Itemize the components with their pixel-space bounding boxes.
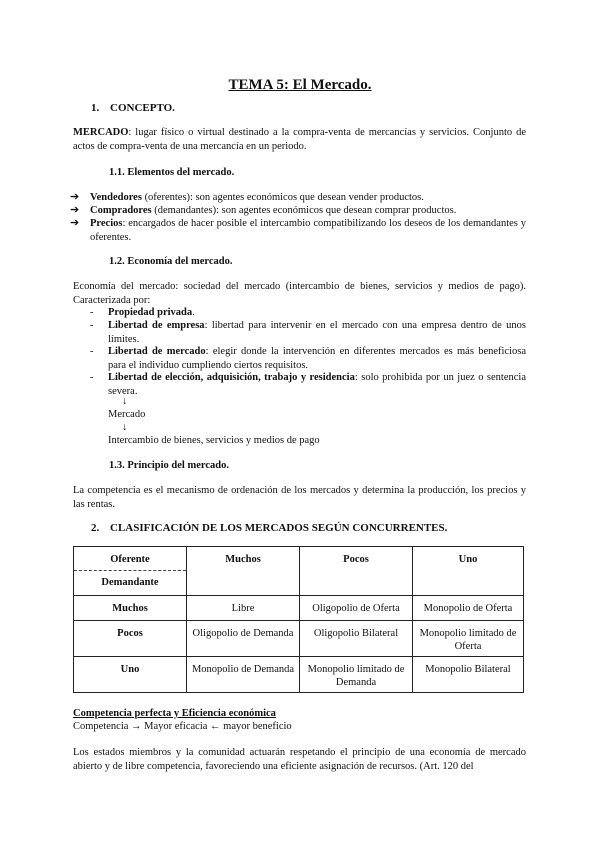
- table-row: [74, 596, 524, 621]
- section-1-heading: [91, 101, 175, 115]
- caracteristica-term: Libertad de elección, adquisición, trabajo y residencia: [108, 372, 355, 383]
- arrow-bullet-icon: ➔: [70, 204, 80, 216]
- caracteristica-text: : solo prohibida por un juez o sentencia severa.: [108, 372, 526, 397]
- mercado-definition: [73, 126, 526, 153]
- elemento-term: Vendedores: [90, 192, 142, 203]
- arrow-bullet-icon: ➔: [70, 191, 80, 203]
- column-header: Uno: [413, 547, 524, 596]
- economia-intro: Economía del mercado: sociedad del mercado (intercambio de bienes, servicios y medios de pago). Caracterizada por:: [73, 281, 526, 306]
- subsection-1-1-heading: 1.1. Elementos del mercado.: [109, 167, 235, 178]
- row-header: Uno: [74, 657, 187, 693]
- principio-text: La competencia es el mecanismo de ordenación de los mercados y determina la producción, los precios y las rentas.: [73, 485, 526, 510]
- table-cell: Monopolio Bilateral: [413, 657, 524, 693]
- mercado-text: : lugar físico o virtual destinado a la compra-venta de mercancías y servicios. Conjunto de actos de compra-venta de una mercancía en un periodo.: [73, 127, 526, 152]
- final-paragraph: Los estados miembros y la comunidad actuarán respetando el principio de una economía de mercado abierto y de libre competencia, favoreciendo una eficiente asignación de recursos. (Art. 120 del: [73, 747, 526, 772]
- dash-bullet: -: [90, 346, 94, 357]
- elemento-term: Compradores: [90, 205, 152, 216]
- row-header: Pocos: [74, 621, 187, 657]
- elemento-term: Precios: [90, 218, 123, 229]
- corner-demandante: Demandante: [101, 577, 159, 588]
- arrow-bullet-icon: ➔: [70, 217, 80, 229]
- row-header: Muchos: [74, 596, 187, 621]
- table-cell: Libre: [187, 596, 300, 621]
- table-cell: Monopolio limitado de Demanda: [300, 657, 413, 693]
- table-cell: Monopolio de Oferta: [413, 596, 524, 621]
- table-header-row: [74, 547, 524, 596]
- table-cell: Oligopolio de Demanda: [187, 621, 300, 657]
- dash-bullet: -: [90, 372, 94, 383]
- flow-intercambio: Intercambio de bienes, servicios y medios de pago: [108, 435, 320, 446]
- caracteristica-item: [90, 345, 527, 372]
- down-arrow-icon: ↓: [122, 422, 128, 433]
- elemento-item: [70, 217, 526, 244]
- table-row: [74, 621, 524, 657]
- caracteristica-text: : elegir donde la intervención en diferentes mercados es más beneficiosa para el individuo cumpliendo ciertos requisitos.: [108, 346, 527, 371]
- subsection-1-2-heading: 1.2. Economía del mercado.: [109, 256, 233, 267]
- flow-mercado: Mercado: [108, 409, 146, 420]
- caracteristica-text: .: [192, 307, 195, 318]
- elemento-text: (oferentes): son agentes económicos que desean vender productos.: [141, 192, 424, 203]
- mercado-term: MERCADO: [73, 127, 129, 138]
- caracteristica-term: Propiedad privada: [108, 307, 193, 318]
- elemento-item: [70, 191, 526, 205]
- caracteristica-item: [90, 319, 526, 346]
- dash-bullet: -: [90, 307, 94, 318]
- caracteristica-text: : libertad para intervenir en el mercado con una empresa dentro de unos límites.: [108, 320, 526, 345]
- caracteristica-term: Libertad de empresa: [108, 320, 205, 331]
- down-arrow-icon: ↓: [122, 396, 128, 407]
- section-2-number: 2.: [91, 522, 100, 534]
- competencia-heading: Competencia perfecta y Eficiencia económica: [73, 708, 276, 719]
- section-2-heading: [91, 521, 447, 535]
- table-cell: Monopolio de Demanda: [187, 657, 300, 693]
- market-classification-table: [73, 546, 524, 693]
- table-cell: Oligopolio Bilateral: [300, 621, 413, 657]
- section-1-title: CONCEPTO.: [110, 102, 175, 114]
- caracteristica-item: [90, 371, 526, 398]
- column-header: Pocos: [300, 547, 413, 596]
- section-1-number: 1.: [91, 102, 100, 114]
- caracteristica-term: Libertad de mercado: [108, 346, 206, 357]
- section-2-title: CLASIFICACIÓN DE LOS MERCADOS SEGÚN CONCURRENTES.: [110, 522, 448, 534]
- elemento-item: [70, 204, 526, 218]
- table-row: [74, 657, 524, 693]
- caracteristica-item: [90, 306, 526, 320]
- elemento-text: (demandantes): son agentes económicos que desean comprar productos.: [151, 205, 457, 216]
- competencia-line: Competencia → Mayor eficacia ← mayor beneficio: [73, 721, 292, 732]
- table-cell: Monopolio limitado de Oferta: [413, 621, 524, 657]
- subsection-1-3-heading: 1.3. Principio del mercado.: [109, 460, 229, 471]
- page-title: TEMA 5: El Mercado.: [228, 77, 372, 93]
- elemento-text: : encargados de hacer posible el intercambio compatibilizando los deseos de los demandantes y oferentes.: [90, 218, 526, 243]
- corner-oferente: Oferente: [74, 547, 186, 571]
- table-corner-cell: [74, 547, 187, 596]
- dash-bullet: -: [90, 320, 94, 331]
- table-cell: Oligopolio de Oferta: [300, 596, 413, 621]
- column-header: Muchos: [187, 547, 300, 596]
